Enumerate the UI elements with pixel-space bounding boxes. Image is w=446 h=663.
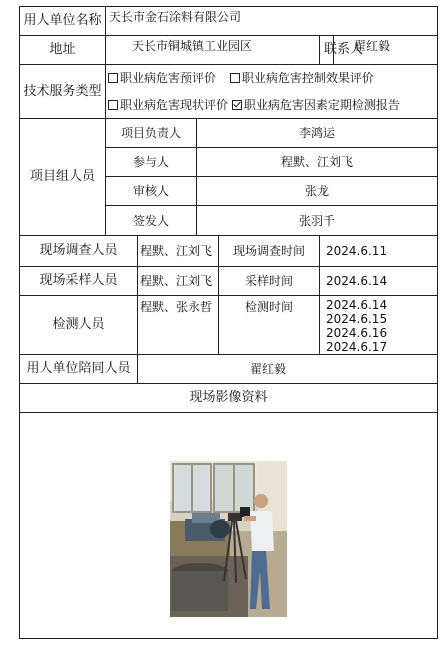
row-service-type-1 xyxy=(20,65,438,92)
survey-time-value: 2024.6.11 xyxy=(320,236,438,267)
site-photo xyxy=(170,461,287,617)
row-address xyxy=(20,36,438,65)
sampling-staff-label: 现场采样人员 xyxy=(20,267,138,296)
issuer-label: 签发人 xyxy=(106,206,197,236)
address-value: 天长市铜城镇工业园区 xyxy=(106,36,320,65)
reviewer-label: 审核人 xyxy=(106,177,197,206)
project-team-label: 项目组人员 xyxy=(20,119,106,236)
participants-label: 参与人 xyxy=(106,148,197,177)
row-testing xyxy=(20,296,438,355)
testing-date: 2024.6.16 xyxy=(326,326,388,340)
sampling-time-label: 采样时间 xyxy=(219,267,320,296)
leader-value: 李鸿运 xyxy=(197,119,438,148)
testing-staff-value: 程默、张永哲 xyxy=(138,296,219,355)
site-photo-image xyxy=(170,461,287,617)
row-sampling xyxy=(20,267,438,296)
survey-staff-value: 程默、江刘飞 xyxy=(138,236,219,267)
testing-date: 2024.6.14 xyxy=(326,298,388,312)
sampling-staff-value: 程默、江刘飞 xyxy=(138,267,219,296)
contact-value: 翟红毅 xyxy=(334,36,438,65)
sampling-time-value: 2024.6.14 xyxy=(320,267,438,296)
contact-label: 联系人 xyxy=(320,36,334,65)
checkbox-checked-icon xyxy=(232,100,242,110)
testing-time-label: 检测时间 xyxy=(219,296,320,355)
survey-staff-label: 现场调查人员 xyxy=(20,236,138,267)
leader-label: 项目负责人 xyxy=(106,119,197,148)
unit-name-value: 天长市金石涂料有限公司 xyxy=(106,7,438,36)
testing-date: 2024.6.15 xyxy=(326,312,388,326)
row-unit-name xyxy=(20,7,438,36)
checkbox-unchecked-icon xyxy=(230,73,240,83)
testing-date: 2024.6.17 xyxy=(326,340,388,354)
service-options-line-1 xyxy=(106,65,438,92)
photo-section-label: 现场影像资料 xyxy=(20,384,438,413)
service-option-periodic-testing[interactable]: 职业病危害因素定期检测报告 xyxy=(232,98,400,112)
service-type-label: 技术服务类型 xyxy=(20,65,106,119)
participants-value: 程默、江刘飞 xyxy=(197,148,438,177)
service-option-pre-evaluation[interactable]: 职业病危害预评价 xyxy=(108,71,216,85)
service-options-line-2 xyxy=(106,92,438,119)
survey-time-label: 现场调查时间 xyxy=(219,236,320,267)
testing-dates xyxy=(320,296,438,355)
service-option-control-effect[interactable]: 职业病危害控制效果评价 xyxy=(230,71,374,85)
row-escort xyxy=(20,355,438,384)
row-survey xyxy=(20,236,438,267)
testing-staff-label: 检测人员 xyxy=(20,296,138,355)
checkbox-unchecked-icon xyxy=(108,100,118,110)
checkbox-unchecked-icon xyxy=(108,73,118,83)
unit-name-label: 用人单位名称 xyxy=(20,7,106,36)
escort-label: 用人单位陪同人员 xyxy=(20,355,138,384)
row-project-leader xyxy=(20,119,438,148)
address-label: 地址 xyxy=(20,36,106,65)
escort-value: 翟红毅 xyxy=(138,355,438,384)
service-option-status-evaluation[interactable]: 职业病危害现状评价 xyxy=(108,98,228,112)
row-photo-header xyxy=(20,384,438,413)
reviewer-value: 张龙 xyxy=(197,177,438,206)
issuer-value: 张羽千 xyxy=(197,206,438,236)
